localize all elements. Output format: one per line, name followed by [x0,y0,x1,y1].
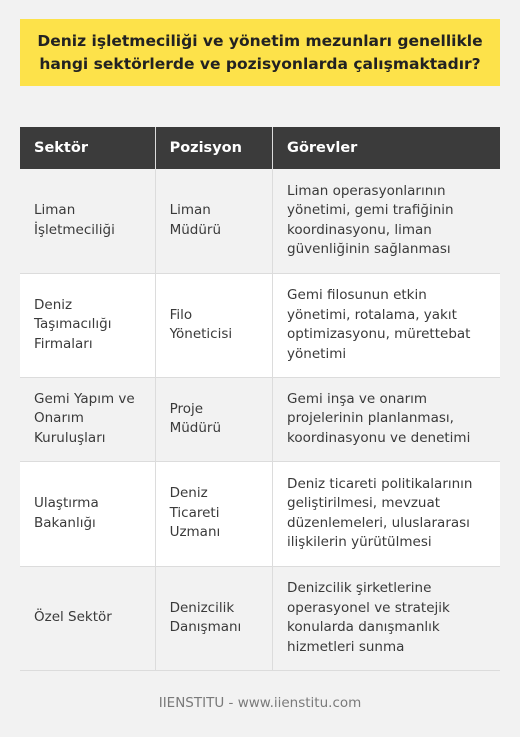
table-row [20,273,500,377]
table-row [20,461,500,566]
cell-duties: Deniz ticareti politikalarının geliştirilmesi, mevzuat düzenlemeleri, uluslararası ilişkilerin yürütülmesi [273,461,500,566]
footer-credit: IIENSTITU - www.iienstitu.com [158,695,362,711]
cell-position: Liman Müdürü [155,169,272,273]
header-duties: Görevler [273,127,500,169]
title-banner [20,19,500,86]
table-row [20,377,500,461]
cell-sector: Ulaştırma Bakanlığı [20,461,155,566]
cell-position: Denizcilik Danışmanı [155,566,272,670]
table-row [20,566,500,670]
cell-duties: Liman operasyonlarının yönetimi, gemi trafiğinin koordinasyonu, liman güvenliğinin sağlanması [273,169,500,273]
header-sector: Sektör [20,127,155,169]
cell-sector: Gemi Yapım ve Onarım Kuruluşları [20,377,155,461]
table-row [20,169,500,273]
sectors-table [20,127,500,671]
cell-position: Proje Müdürü [155,377,272,461]
cell-position: Filo Yöneticisi [155,273,272,377]
cell-sector: Liman İşletmeciliği [20,169,155,273]
cell-position: Deniz Ticareti Uzmanı [155,461,272,566]
cell-duties: Gemi inşa ve onarım projelerinin planlanması, koordinasyonu ve denetimi [273,377,500,461]
cell-sector: Özel Sektör [20,566,155,670]
cell-duties: Denizcilik şirketlerine operasyonel ve stratejik konularda danışmanlık hizmetleri sunma [273,566,500,670]
header-position: Pozisyon [155,127,272,169]
table-header-row [20,127,500,169]
cell-sector: Deniz Taşımacılığı Firmaları [20,273,155,377]
cell-duties: Gemi filosunun etkin yönetimi, rotalama, yakıt optimizasyonu, mürettebat yönetimi [273,273,500,377]
page-title: Deniz işletmeciliği ve yönetim mezunları genellikle hangi sektörlerde ve pozisyonlarda çalışmaktadır? [37,31,483,73]
